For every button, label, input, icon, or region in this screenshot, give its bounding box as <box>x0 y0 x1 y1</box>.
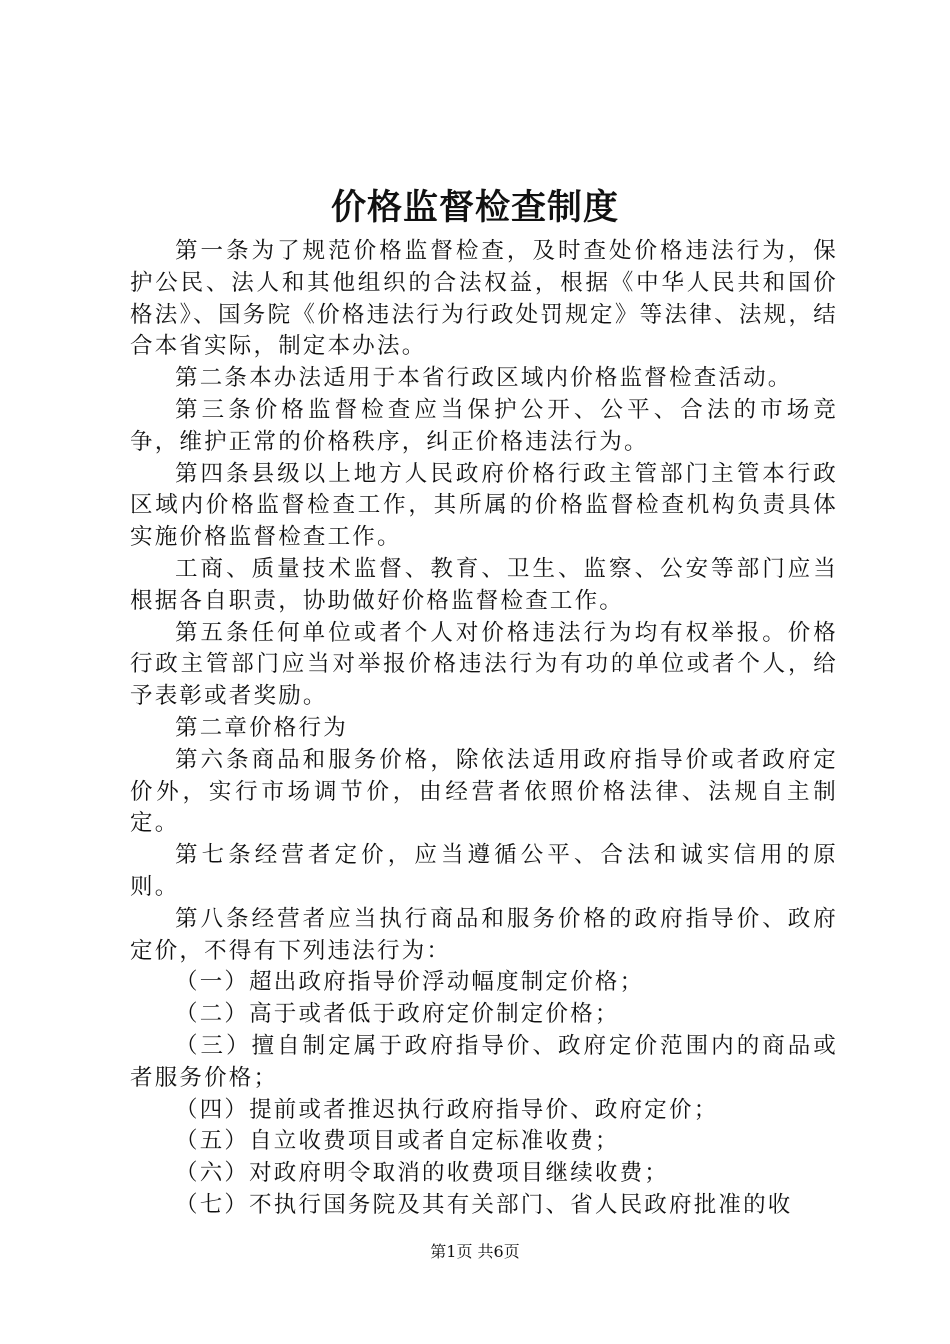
list-item: （六）对政府明令取消的收费项目继续收费； <box>175 1160 670 1187</box>
paragraph: 第七条经营者定价，应当遵循公平、合法和诚实信用的原则。 <box>130 842 838 900</box>
list-item: （五）自立收费项目或者自定标准收费； <box>175 1128 620 1155</box>
paragraph: 第四条县级以上地方人民政府价格行政主管部门主管本行政区域内价格监督检查工作，其所属的价格监督检查机构负责具体实施价格监督检查工作。 <box>130 460 838 551</box>
page-number-footer: 第1页 共6页 <box>430 1242 520 1261</box>
paragraph: 工商、质量技术监督、教育、卫生、监察、公安等部门应当根据各自职责，协助做好价格监督检查工作。 <box>130 555 838 614</box>
document-title: 价格监督检查制度 <box>330 187 619 228</box>
paragraph: 第六条商品和服务价格，除依法适用政府指导价或者政府定价外，实行市场调节价，由经营者依照价格法律、法规自主制定。 <box>130 746 838 837</box>
list-item: （一）超出政府指导价浮动幅度制定价格； <box>175 969 645 996</box>
paragraph: 第二条本办法适用于本省行政区域内价格监督检查活动。 <box>175 365 793 392</box>
paragraph: 第八条经营者应当执行商品和服务价格的政府指导价、政府定价，不得有下列违法行为： <box>130 905 838 964</box>
paragraph: 第五条任何单位或者个人对价格违法行为均有权举报。价格行政主管部门应当对举报价格违法行为有功的单位或者个人，给予表彰或者奖励。 <box>130 619 838 710</box>
list-item: （二）高于或者低于政府定价制定价格； <box>175 1001 620 1028</box>
list-item: （三）擅自制定属于政府指导价、政府定价范围内的商品或者服务价格； <box>130 1032 838 1091</box>
paragraph: 第一条为了规范价格监督检查，及时查处价格违法行为，保护公民、法人和其他组织的合法权益，根据《中华人民共和国价格法》、国务院《价格违法行为行政处罚规定》等法律、法规，结合本省实际，制定本办法。 <box>130 238 838 360</box>
chapter-heading: 第二章价格行为 <box>175 714 348 741</box>
list-item: （四）提前或者推迟执行政府指导价、政府定价； <box>175 1096 719 1123</box>
document-body <box>130 236 838 1222</box>
list-item: （七）不执行国务院及其有关部门、省人民政府批准的收 <box>175 1191 793 1218</box>
paragraph: 第三条价格监督检查应当保护公开、公平、合法的市场竞争，维护正常的价格秩序，纠正价格违法行为。 <box>130 396 838 455</box>
